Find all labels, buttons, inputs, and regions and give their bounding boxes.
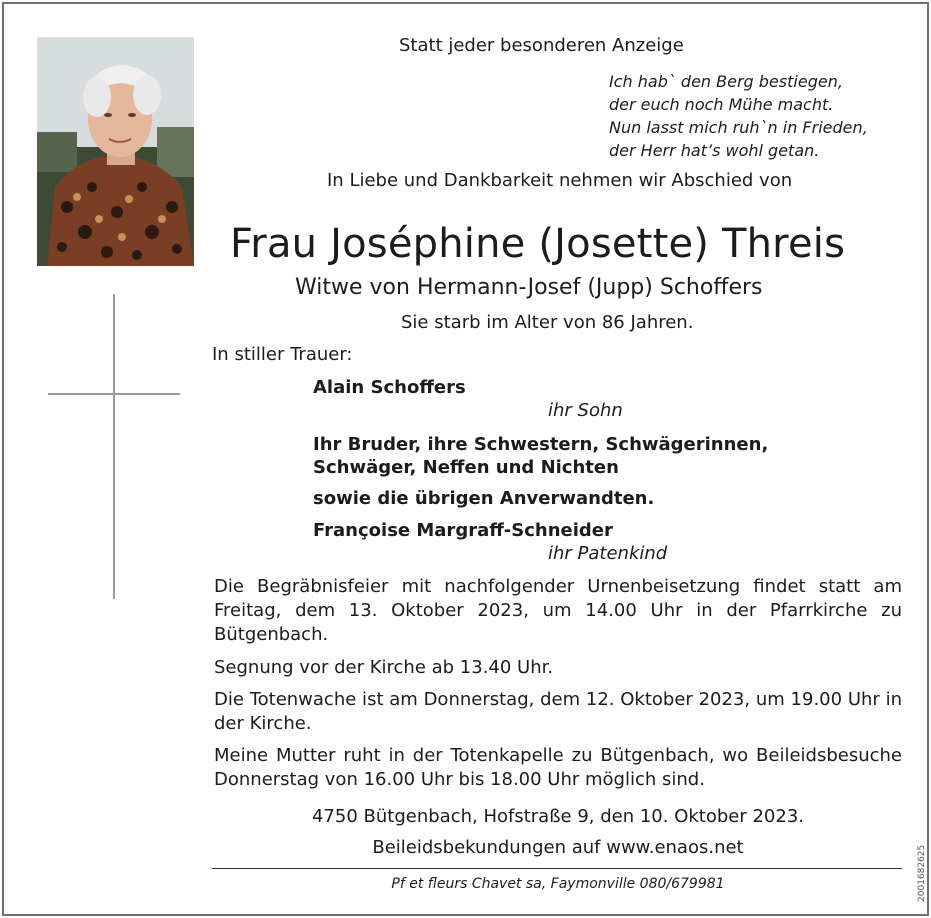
poem-line: der Herr hat’s wohl getan.	[609, 141, 820, 160]
mourner-name: Alain Schoffers	[313, 377, 466, 398]
poem-line: der euch noch Mühe macht.	[609, 95, 834, 114]
funeral-home: Pf et fleurs Chavet sa, Faymonville 080/679981	[391, 876, 725, 892]
mourner-name: Françoise Margraff-Schneider	[313, 520, 613, 541]
mourner-relation: ihr Patenkind	[548, 543, 668, 564]
address-date: 4750 Bütgenbach, Hofstraße 9, den 10. Oktober 2023.	[311, 806, 805, 827]
poem	[609, 70, 868, 162]
mourner-relation: ihr Sohn	[548, 400, 623, 421]
farewell-intro: In Liebe und Dankbarkeit nehmen wir Abschied von	[327, 170, 793, 191]
age-at-death: Sie starb im Alter von 86 Jahren.	[401, 312, 694, 333]
mourning-intro: In stiller Trauer:	[212, 344, 353, 365]
poem-line: Ich hab` den Berg bestiegen,	[609, 72, 843, 91]
widow-of: Witwe von Hermann-Josef (Jupp) Schoffers	[295, 275, 763, 300]
wake-details: Die Totenwache ist am Donnerstag, dem 12. Oktober 2023, um 19.00 Uhr in der Kirche.	[214, 689, 902, 734]
mourner-name: Ihr Bruder, ihre Schwestern, Schwägerinnen,	[313, 434, 769, 455]
condolences-link: Beileidsbekundungen auf www.enaos.net	[372, 837, 744, 858]
reference-code: 2001682625	[917, 844, 927, 902]
cross-icon	[4, 4, 204, 604]
divider	[212, 868, 902, 869]
mourner-name: Schwäger, Neffen und Nichten	[313, 457, 619, 478]
chapel-details: Meine Mutter ruht in der Totenkapelle zu Bütgenbach, wo Beileidsbesuche Donnerstag von 16.00 Uhr bis 18.00 Uhr möglich sind.	[214, 745, 902, 790]
poem-line: Nun lasst mich ruh`n in Frieden,	[609, 118, 868, 137]
blessing-details: Segnung vor der Kirche ab 13.40 Uhr.	[214, 657, 554, 678]
mourner-name: sowie die übrigen Anverwandten.	[313, 488, 655, 509]
deceased-name: Frau Joséphine (Josette) Threis	[230, 221, 846, 267]
announcement-heading: Statt jeder besonderen Anzeige	[399, 35, 684, 56]
funeral-details: Die Begräbnisfeier mit nachfolgender Urnenbeisetzung findet statt am Freitag, dem 13. Oktober 2023, um 14.00 Uhr in der Pfarrkirche zu Bütgenbach.	[214, 576, 902, 645]
obituary-notice	[2, 2, 929, 916]
